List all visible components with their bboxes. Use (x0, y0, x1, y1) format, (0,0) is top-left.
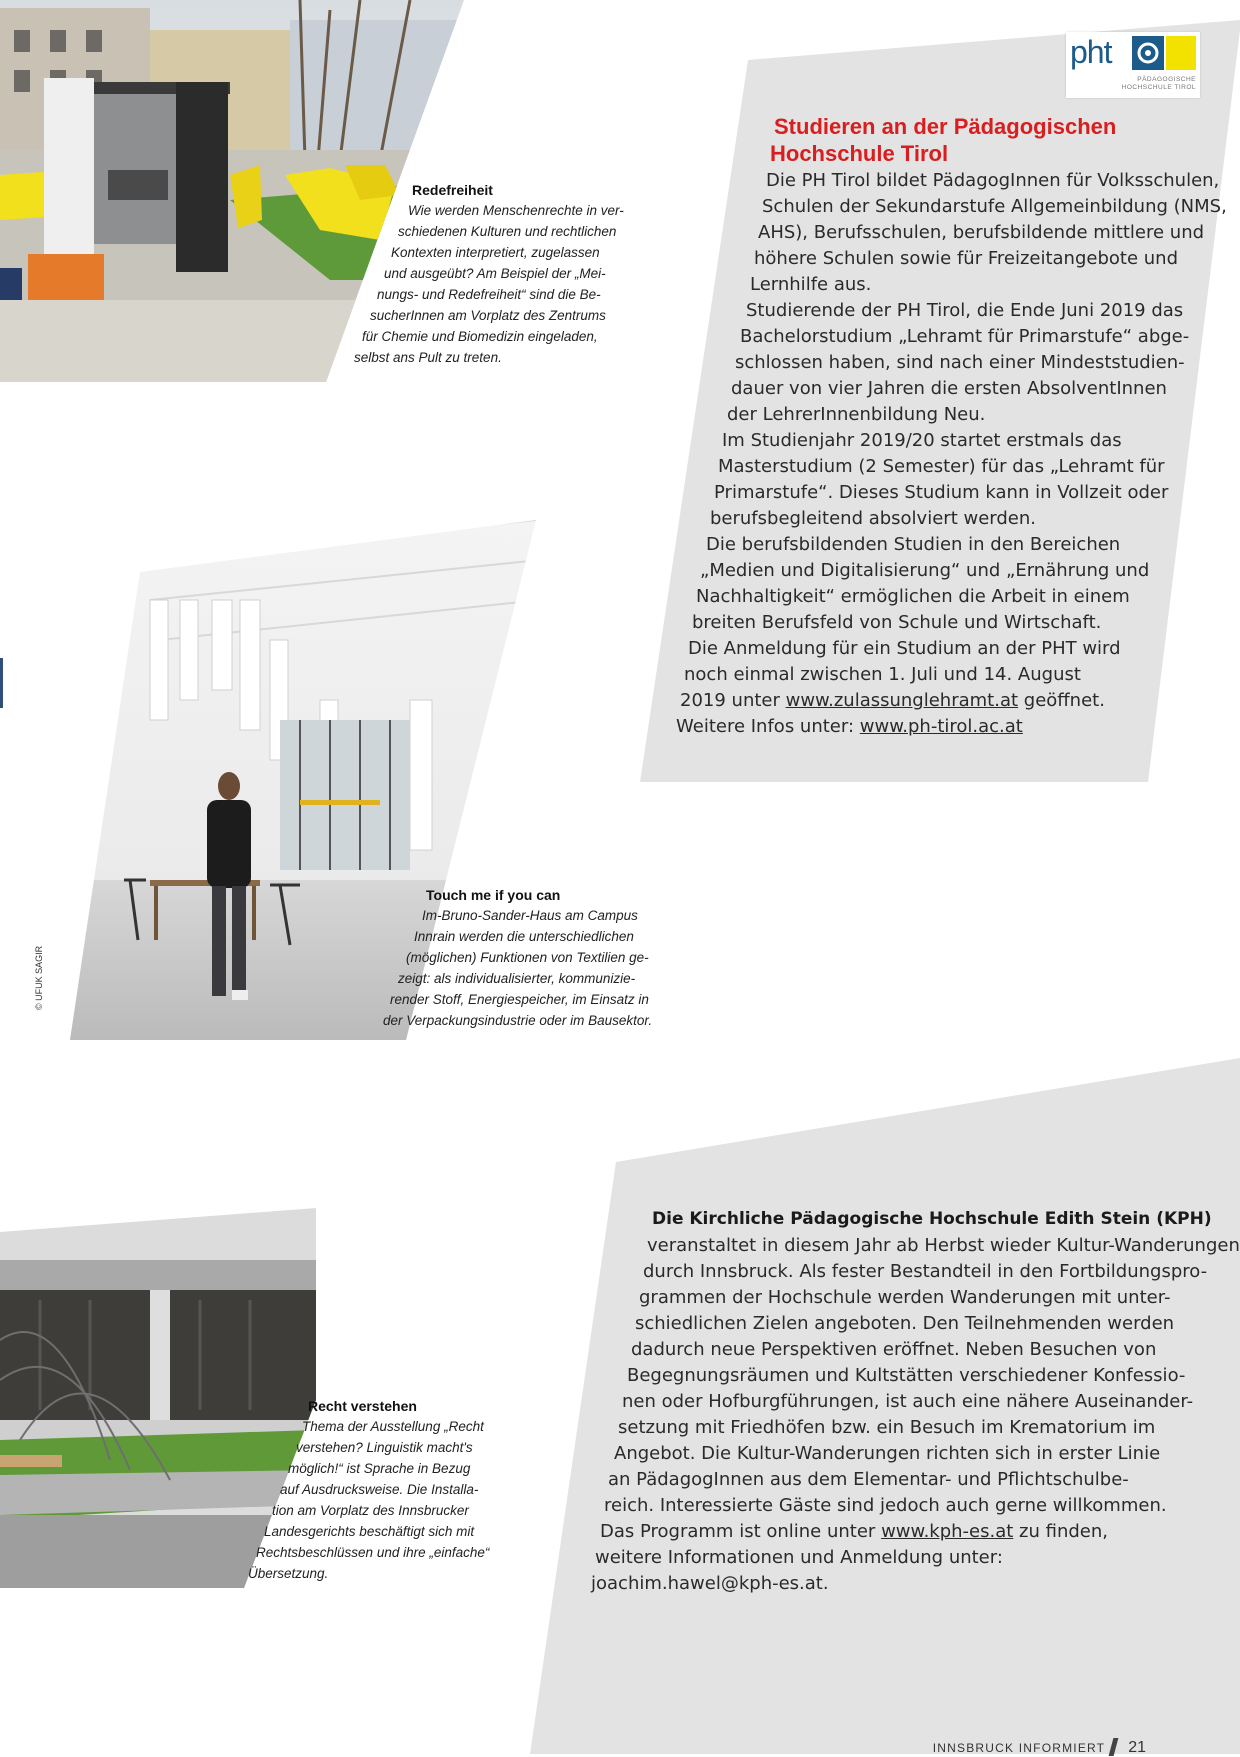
pht-heading-line1: Studieren an der Pädagogischen (774, 114, 1117, 139)
page-number: 21 (1128, 1739, 1146, 1756)
pht-link2-prefix: Weitere Infos unter: (676, 716, 860, 737)
photo-touch (60, 510, 550, 1050)
caption-line: Kontexten interpretiert, zugelassen (391, 245, 600, 260)
caption-recht-title: Recht verstehen (308, 1398, 417, 1414)
pht-line: Im Studienjahr 2019/20 startet erstmals das (722, 430, 1122, 451)
pht-heading-line2: Hochschule Tirol (770, 141, 949, 166)
caption-line: auf Ausdrucksweise. Die Installa- (280, 1482, 479, 1497)
kph-es-link[interactable]: www.kph-es.at (881, 1521, 1014, 1542)
pht-line: noch einmal zwischen 1. Juli und 14. August (684, 664, 1081, 685)
kph-line: dadurch neue Perspektiven eröffnet. Neben Besuchen von (631, 1339, 1157, 1360)
pht-line-with-link (680, 690, 1105, 711)
pht-line: dauer von vier Jahren die ersten AbsolventInnen (731, 378, 1167, 399)
kph-link-prefix: Das Programm ist online unter (600, 1521, 882, 1542)
kph-link-suffix: zu finden, (1013, 1521, 1108, 1542)
pht-link1-suffix: geöffnet. (1018, 690, 1105, 711)
kph-line-with-link (600, 1521, 1108, 1542)
kph-line: grammen der Hochschule werden Wanderungen mit unter- (639, 1287, 1171, 1308)
kph-line: an PädagogInnen aus dem Elementar- und Pflichtschulbe- (608, 1469, 1129, 1490)
pht-line: Masterstudium (2 Semester) für das „Lehramt für (718, 456, 1165, 477)
pht-line: Die Anmeldung für ein Studium an der PHT wird (688, 638, 1121, 659)
page-footer (933, 1738, 1146, 1757)
caption-line: selbst ans Pult zu treten. (354, 350, 502, 365)
pht-line: Die PH Tirol bildet PädagogInnen für Volksschulen, (766, 170, 1220, 191)
kph-line: Begegnungsräumen und Kultstätten verschiedener Konfessio- (627, 1365, 1186, 1386)
caption-line: möglich!“ ist Sprache in Bezug (288, 1461, 471, 1476)
zulassung-link[interactable]: www.zulassunglehramt.at (785, 690, 1019, 711)
photo-redefreiheit (0, 0, 470, 382)
pht-logo-subtitle: PÄDAGOGISCHE HOCHSCHULE TIROL (1121, 76, 1196, 91)
caption-line: der Verpackungsindustrie oder im Bausektor. (383, 1013, 653, 1028)
kph-email[interactable]: joachim.hawel@kph-es.at. (591, 1573, 829, 1594)
pht-emblem-icon (1132, 36, 1164, 70)
caption-line: Innrain werden die unterschiedlichen (414, 929, 634, 944)
caption-line: und ausgeübt? Am Beispiel der „Mei- (384, 266, 606, 281)
footer-divider (1109, 1738, 1119, 1756)
photo-credit: © UFUK SAGIR (34, 945, 44, 1010)
kph-line: schiedlichen Zielen angeboten. Den Teilnehmenden werden (635, 1313, 1175, 1334)
left-edge-accent (0, 658, 3, 708)
ph-tirol-link[interactable]: www.ph-tirol.ac.at (859, 716, 1023, 737)
caption-line: Thema der Ausstellung „Recht (302, 1419, 484, 1434)
caption-line: Rechtsbeschlüssen und ihre „einfache“ (256, 1545, 490, 1560)
caption-line: schiedenen Kulturen und rechtlichen (398, 224, 617, 239)
caption-line: Im-Bruno-Sander-Haus am Campus (422, 908, 638, 923)
pht-logo-yellow-block (1166, 36, 1196, 70)
caption-line: Landesgerichts beschäftigt sich mit (264, 1524, 475, 1539)
pht-wordmark: pht (1070, 34, 1112, 70)
pht-line: Primarstufe“. Dieses Studium kann in Vollzeit oder (714, 482, 1169, 503)
pht-line: berufsbegleitend absolviert werden. (710, 508, 1036, 529)
caption-line: Wie werden Menschenrechte in ver- (408, 203, 624, 218)
pht-line: breiten Berufsfeld von Schule und Wirtschaft. (692, 612, 1102, 633)
pht-line: Schulen der Sekundarstufe Allgemeinbildung (NMS, (762, 196, 1227, 217)
pht-line: Lernhilfe aus. (750, 274, 872, 295)
caption-line: für Chemie und Biomedizin eingeladen, (362, 329, 598, 344)
caption-line: render Stoff, Energiespeicher, im Einsatz in (390, 992, 649, 1007)
kph-heading: Die Kirchliche Pädagogische Hochschule Edith Stein (KPH) (652, 1209, 1212, 1229)
kph-line: durch Innsbruck. Als fester Bestandteil in den Fortbildungspro- (643, 1261, 1208, 1282)
caption-line: Übersetzung. (248, 1566, 329, 1581)
kph-line: setzung mit Friedhöfen bzw. ein Besuch im Krematorium im (618, 1417, 1156, 1438)
footer-label: INNSBRUCK INFORMIERT (932, 1741, 1106, 1755)
caption-line: (möglichen) Funktionen von Textilien ge- (406, 950, 649, 965)
pht-line: „Medien und Digitalisierung“ und „Ernährung und (700, 560, 1150, 581)
pht-line: Bachelorstudium „Lehramt für Primarstufe“ abge- (740, 326, 1190, 347)
pht-line: Nachhaltigkeit“ ermöglichen die Arbeit in einem (696, 586, 1130, 607)
pht-line: Die berufsbildenden Studien in den Bereichen (706, 534, 1121, 555)
caption-line: verstehen? Linguistik macht's (296, 1440, 473, 1455)
pht-logo (1066, 32, 1200, 98)
pht-line-with-link (676, 716, 1023, 737)
caption-line: sucherInnen am Vorplatz des Zentrums (370, 308, 606, 323)
kph-line: weitere Informationen und Anmeldung unter: (595, 1547, 1003, 1568)
caption-line: nungs- und Redefreiheit“ sind die Be- (377, 287, 601, 302)
kph-line: Angebot. Die Kultur-Wanderungen richten sich in erster Linie (614, 1443, 1161, 1464)
caption-line: zeigt: als individualisierter, kommunizie- (398, 971, 636, 986)
pht-line: Studierende der PH Tirol, die Ende Juni 2019 das (746, 300, 1184, 321)
caption-line: tion am Vorplatz des Innsbrucker (272, 1503, 469, 1518)
pht-link1-prefix: 2019 unter (680, 690, 786, 711)
kph-line: veranstaltet in diesem Jahr ab Herbst wieder Kultur-Wanderungen (647, 1235, 1240, 1256)
pht-line: der LehrerInnenbildung Neu. (727, 404, 986, 425)
pht-line: höhere Schulen sowie für Freizeitangebote und (754, 248, 1179, 269)
kph-line: nen oder Hofburgführungen, ist auch eine nähere Auseinander- (622, 1391, 1194, 1412)
pht-line: schlossen haben, sind nach einer Mindeststudien- (735, 352, 1185, 373)
pht-line: AHS), Berufsschulen, berufsbildende mittlere und (758, 222, 1205, 243)
caption-redefreiheit-title: Redefreiheit (412, 182, 493, 198)
kph-line: reich. Interessierte Gäste sind jedoch auch gerne willkommen. (604, 1495, 1167, 1516)
caption-touch-title: Touch me if you can (426, 887, 561, 903)
